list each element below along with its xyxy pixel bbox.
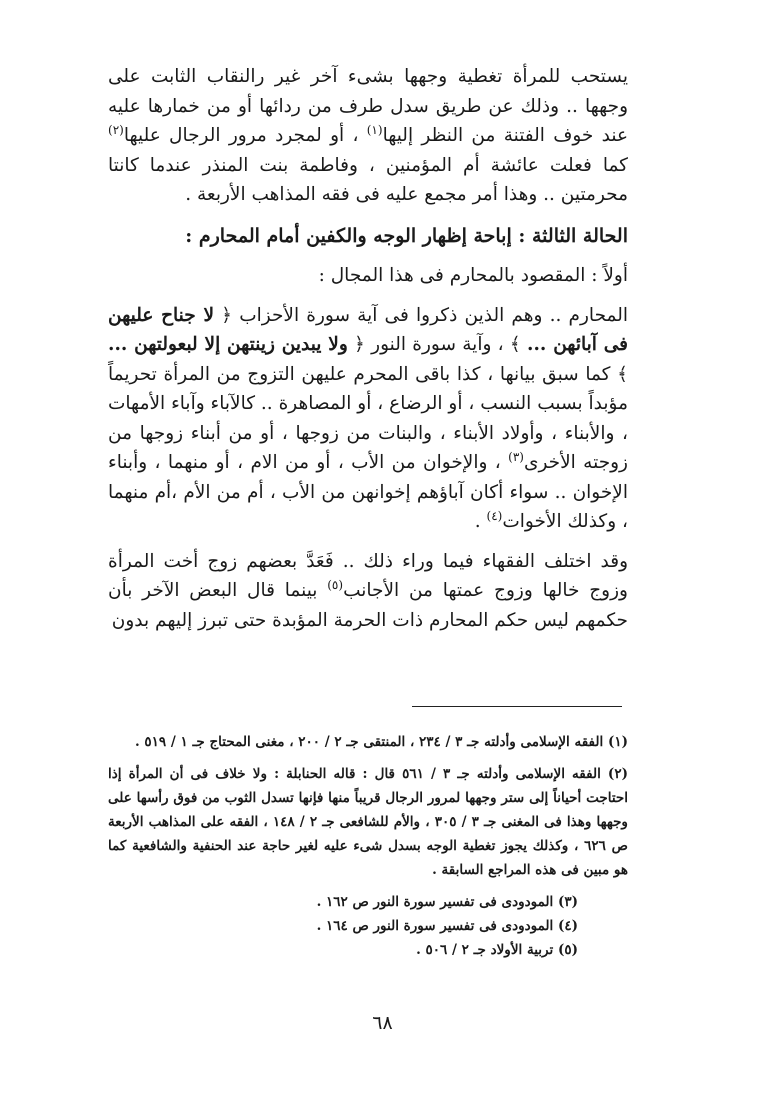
footnote-5: (٥) تربية الأولاد جـ ٢ / ٥٠٦ . xyxy=(416,942,578,958)
footnote-ref-4[interactable]: (٤) xyxy=(486,508,503,523)
footnote-ref-5[interactable]: (٥) xyxy=(327,577,344,592)
text-run: ، والإخوان من الأب ، أو من الام ، أو منهما ، وأبناء الإخوان .. سواء أكان آباؤهم إخوانهن من الأب ، أم من الأم ،أم منهما ، وكذلك الأخوات xyxy=(108,452,628,532)
footnote-3: (٣) المودودى فى تفسير سورة النور ص ١٦٢ . xyxy=(316,894,578,910)
text-run: . xyxy=(474,511,487,532)
page-number: ٦٨ xyxy=(372,1012,393,1034)
main-text xyxy=(108,62,628,635)
paragraph-3 xyxy=(108,547,628,636)
footnote-ref-2[interactable]: (٢) xyxy=(108,122,124,137)
footnote-2: (٢) الفقه الإسلامى وأدلته جـ ٣ / ٥٦١ قال : قاله الحنابلة : ولا خلاف فى أن المرأة إذا احتاجت أحياناً إلى ستر وجهها لمرور الرجال قريباً منها فإنها تسدل الثوب من فوق رأسها على وجهها وهذا فى المغنى جـ ٣ / ٣٠٥ ، والأم للشافعى جـ ٢ / ١٤٨ ، الفقه على المذاهب الأربعة ص ٦٢٦ ، وكذلك يجوز تغطية الوجه بسدل شىء عليه لغير حاجة عند الحنفية والشافعية كما هو مبين فى هذه المراجع السابقة . xyxy=(108,766,628,878)
text-run: يستحب للمرأة تغطية وجهها بشىء آخر غير رالنقاب الثابت على وجهها .. وذلك عن طريق سدل طرف من ردائها أو من خمارها عليه عند خوف الفتنة من النظر إليها xyxy=(108,66,628,146)
text-run: كما فعلت عائشة أم المؤمنين ، وفاطمة بنت المنذر عندما كانتا محرمتين .. وهذا أمر مجمع عليه فى فقه المذاهب الأربعة . xyxy=(108,154,628,205)
text-run: ، أو لمجرد مرور الرجال عليها xyxy=(123,125,367,146)
text-run: وقد اختلف الفقهاء فيما وراء ذلك .. فَعَدَّ بعضهم زوج أخت المرأة وزوج خالها وزوج عمتها من الأجانب xyxy=(108,550,628,601)
text-run: ﴾ كما سبق بيانها ، كذا باقى المحرم عليهن التزوج من المرأة تحريماً مؤبداً بسبب النسب ، أو الرضاع ، أو المصاهرة .. كالآباء وآباء الأمهات ، والأبناء ، وأولاد الأبناء ، والبنات من زوجها ، أو من أبناء زوجها من زوجته الأخرى xyxy=(108,363,628,473)
paragraph-2 xyxy=(108,301,628,537)
subsection-heading: أولاً : المقصود بالمحارم فى هذا المجال : xyxy=(318,265,628,286)
footnote-separator xyxy=(412,706,622,707)
footnote-ref-1[interactable]: (١) xyxy=(366,122,383,137)
footnotes xyxy=(108,730,628,962)
text-run: بينما قال البعض الآخر بأن حكمهم ليس حكم المحارم ذات الحرمة المؤبدة حتى تبرز إليهم بدون xyxy=(108,580,628,631)
text-run: ﴾ ، وآية سورة النور ﴿ xyxy=(347,334,528,355)
footnote-4: (٤) المودودى فى تفسير سورة النور ص ١٦٤ . xyxy=(316,918,578,934)
section-heading: الحالة الثالثة : إباحة إظهار الوجه والكفين أمام المحارم : xyxy=(185,224,628,247)
footnote-1: (١) الفقه الإسلامى وأدلته جـ ٣ / ٢٣٤ ، المنتقى جـ ٢ / ٢٠٠ ، مغنى المحتاج جـ ١ / ٥١٩ . xyxy=(134,734,628,750)
quran-quote-1: لا جناح عليهن فى آبائهن ... xyxy=(108,304,628,355)
paragraph-1 xyxy=(108,62,628,210)
footnote-ref-3[interactable]: (٣) xyxy=(508,449,524,464)
text-run: المحارم .. وهم الذين ذكروا فى آية سورة الأحزاب ﴿ xyxy=(214,304,628,326)
quran-quote-2: ولا يبدين زينتهن إلا لبعولتهن ... xyxy=(108,334,348,355)
